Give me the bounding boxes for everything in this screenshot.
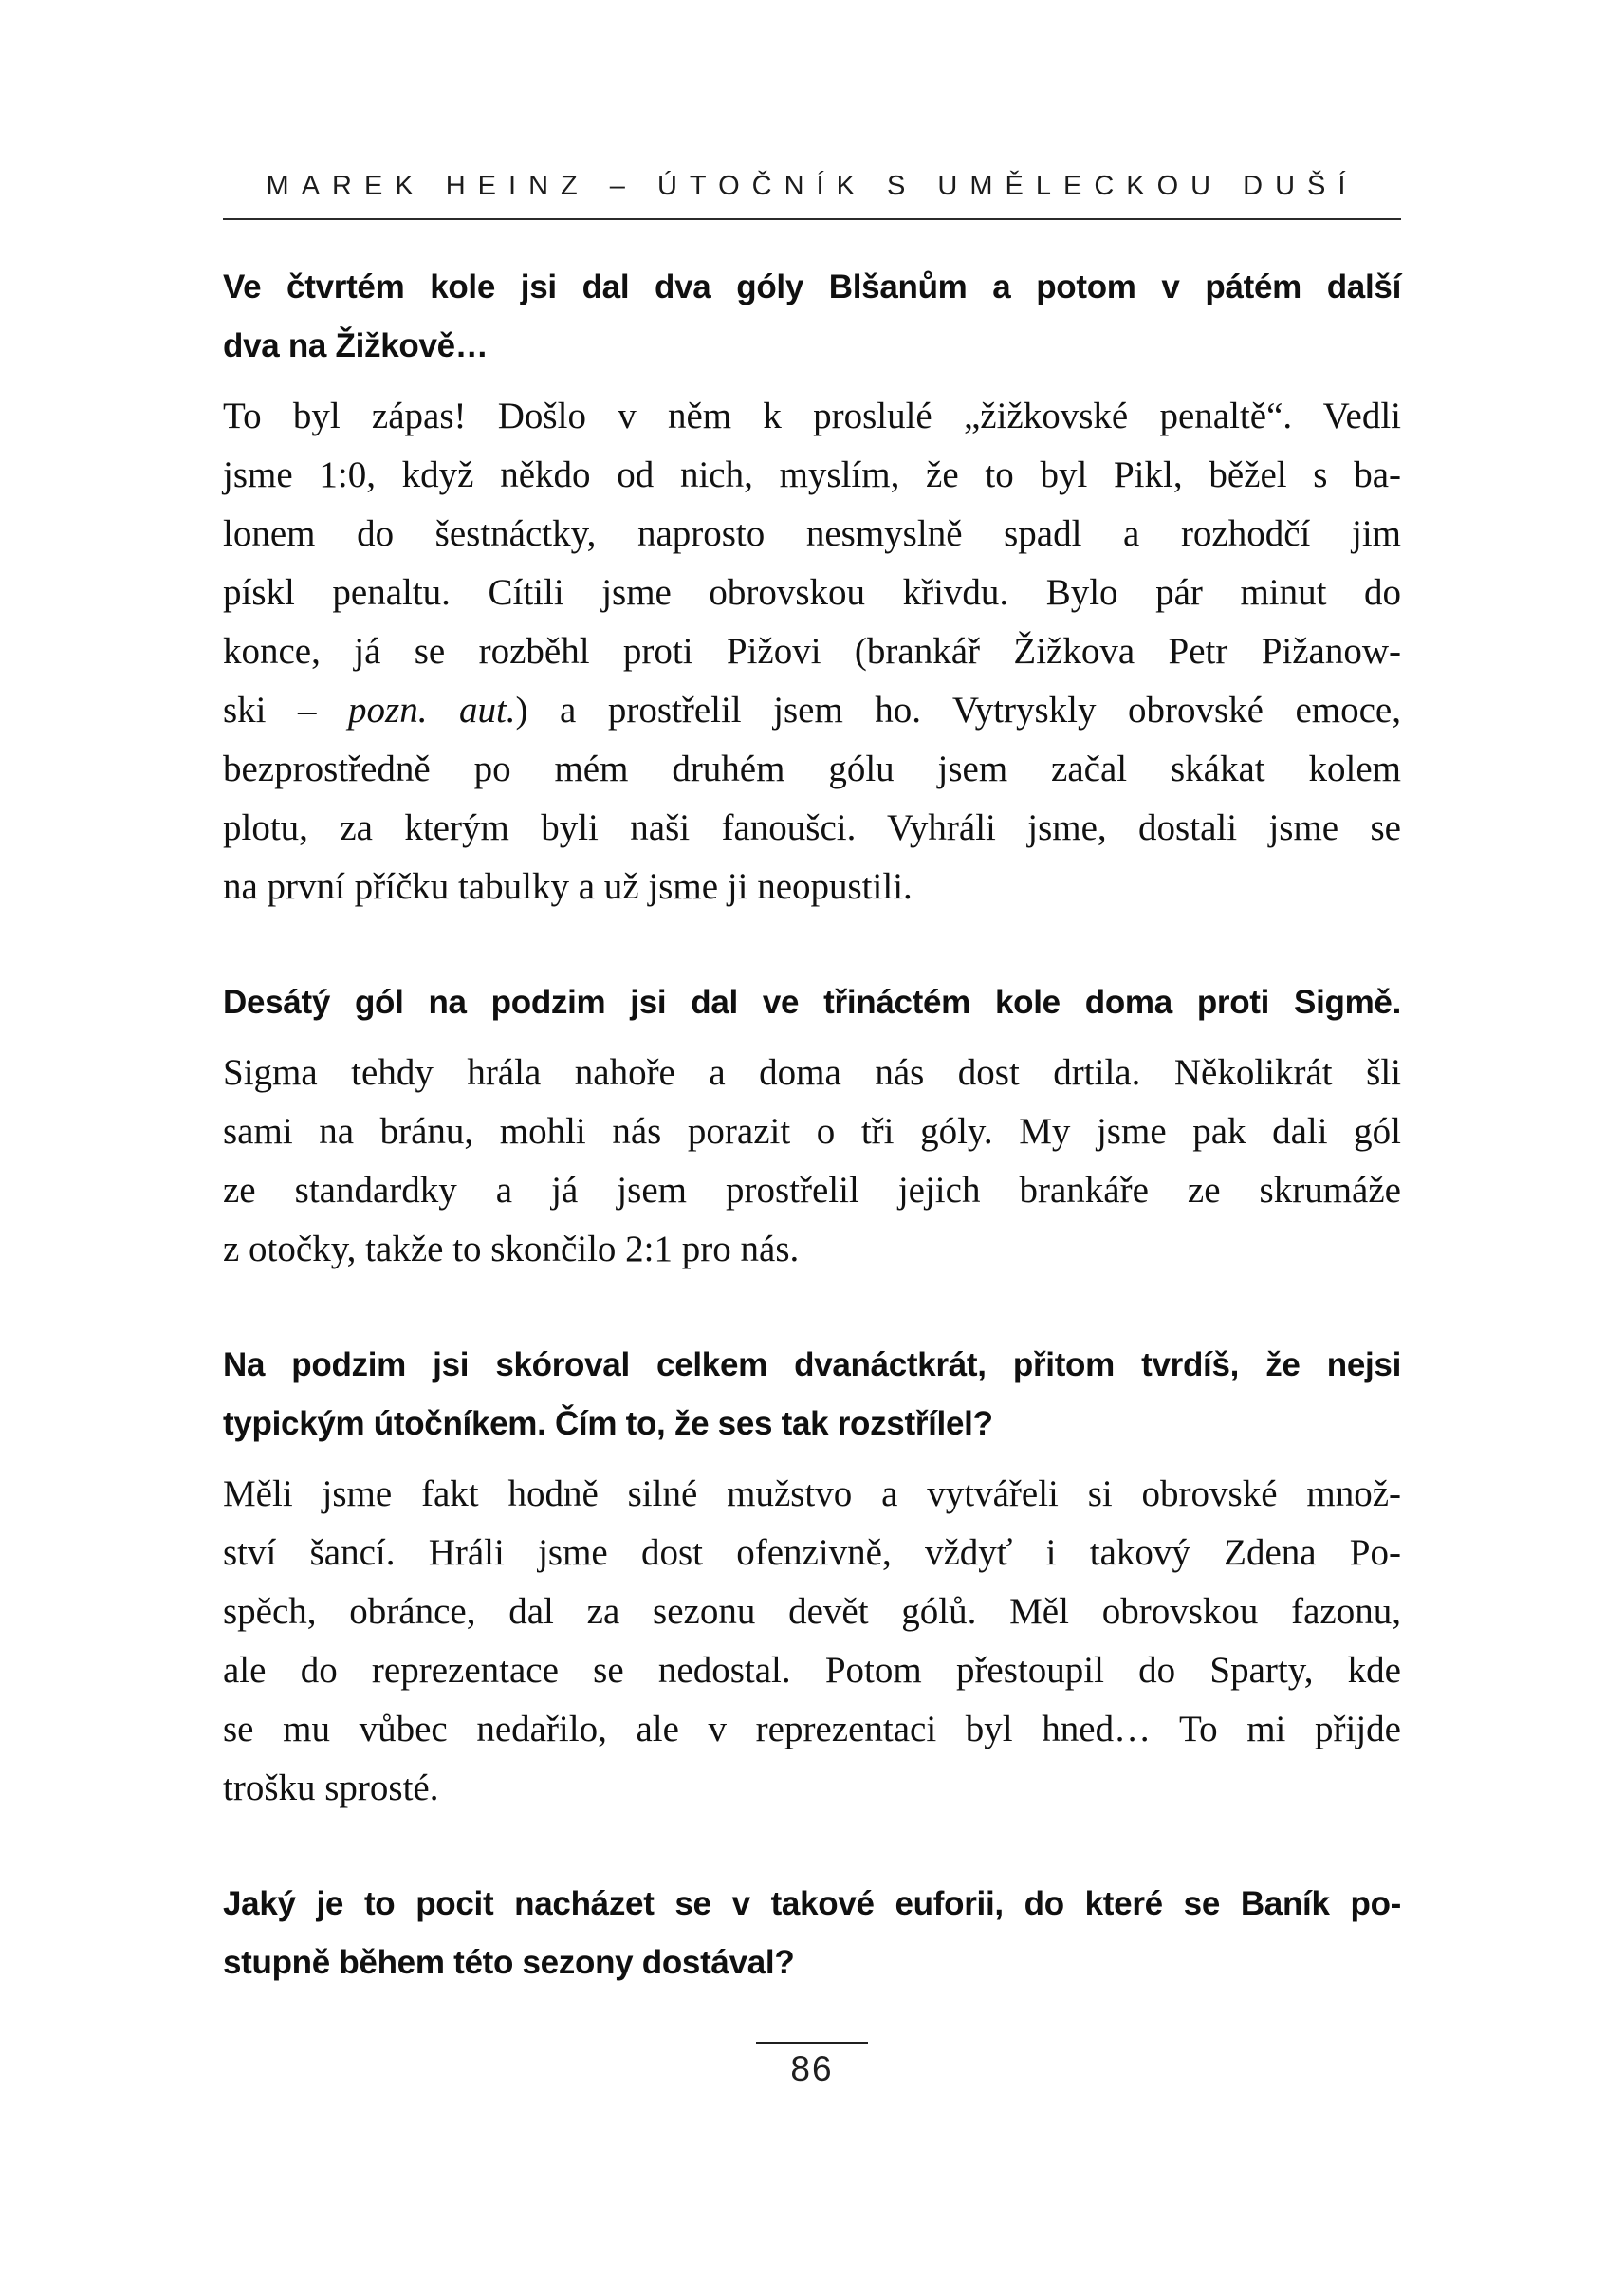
header-rule [223,218,1401,220]
page-header [223,172,1401,220]
qa-block [223,1875,1401,1992]
answer-line: jsme 1:0, když někdo od nich, myslím, že to byl Pikl, běžel s ba- [223,454,1401,495]
answer-line: z otočky, takže to skončilo 2:1 pro nás. [223,1229,800,1269]
page-content [223,0,1401,1992]
answer-line: ze standardky a já jsem prostřelil jejich brankáře ze skrumáže [223,1170,1401,1211]
question-line: Na podzim jsi skóroval celkem dvanáctkrát, přitom tvrdíš, že nejsi [223,1346,1401,1383]
question-line: dva na Žižkově… [223,327,489,364]
answer-paragraph [223,387,1401,916]
answer-line: trošku sprosté. [223,1768,439,1808]
answer-line: ale do reprezentace se nedostal. Potom přestoupil do Sparty, kde [223,1650,1401,1691]
question-line: Jaký je to pocit nacházet se v takové euforii, do které se Baník po- [223,1885,1401,1922]
answer-line: Měli jsme fakt hodně silné mužstvo a vytvářeli si obrovské množ- [223,1473,1401,1514]
question-line: stupně během této sezony dostával? [223,1944,795,1981]
question-paragraph [223,1336,1401,1453]
question-paragraph [223,1875,1401,1992]
answer-line: To byl zápas! Došlo v něm k proslulé „žižkovské penaltě“. Vedli [223,396,1401,436]
answer-line: se mu vůbec nedařilo, ale v reprezentaci byl hned… To mi přijde [223,1709,1401,1749]
answer-paragraph [223,1465,1401,1818]
question-line: typickým útočníkem. Čím to, že ses tak rozstřílel? [223,1405,993,1442]
answer-line-with-italic [223,681,1401,740]
answer-line: ství šancí. Hráli jsme dost ofenzivně, vždyť i takový Zdena Po- [223,1532,1401,1573]
qa-block [223,973,1401,1279]
answer-line: spěch, obránce, dal za sezonu devět gólů. Měl obrovskou fazonu, [223,1591,1401,1632]
question-paragraph [223,973,1401,1032]
page-number: 86 [790,2049,834,2088]
question-line: Ve čtvrtém kole jsi dal dva góly Blšanům a potom v pátém další [223,268,1401,305]
answer-line: plotu, za kterým byli naši fanoušci. Vyhráli jsme, dostali jsme se [223,807,1401,848]
answer-paragraph [223,1044,1401,1279]
answer-line: Sigma tehdy hrála nahoře a doma nás dost drtila. Několikrát šli [223,1052,1401,1093]
question-paragraph [223,258,1401,376]
qa-block [223,1336,1401,1818]
answer-line: sami na bránu, mohli nás porazit o tři góly. My jsme pak dali gól [223,1111,1401,1152]
answer-line-italic-segment: pozn. aut. [348,690,516,731]
page-footer [0,2042,1624,2087]
answer-line: pískl penaltu. Cítili jsme obrovskou křivdu. Bylo pár minut do [223,572,1401,613]
answer-line: na první příčku tabulky a už jsme ji neopustili. [223,866,913,907]
answer-line: lonem do šestnáctky, naprosto nesmyslně spadl a rozhodčí jim [223,513,1401,554]
footer-rule [756,2042,868,2044]
question-line: Desátý gól na podzim jsi dal ve třináctém kole doma proti Sigmě. [223,984,1401,1021]
qa-block [223,258,1401,916]
answer-line-segment: ski – [223,690,349,731]
answer-line: bezprostředně po mém druhém gólu jsem začal skákat kolem [223,749,1401,789]
running-header-title: MAREK HEINZ – ÚTOČNÍK S UMĚLECKOU DUŠÍ [266,171,1358,201]
answer-line-segment: ) a prostřelil jsem ho. Vytryskly obrovské emoce, [515,690,1401,731]
answer-line: konce, já se rozběhl proti Pižovi (brankář Žižkova Petr Pižanow- [223,631,1401,672]
